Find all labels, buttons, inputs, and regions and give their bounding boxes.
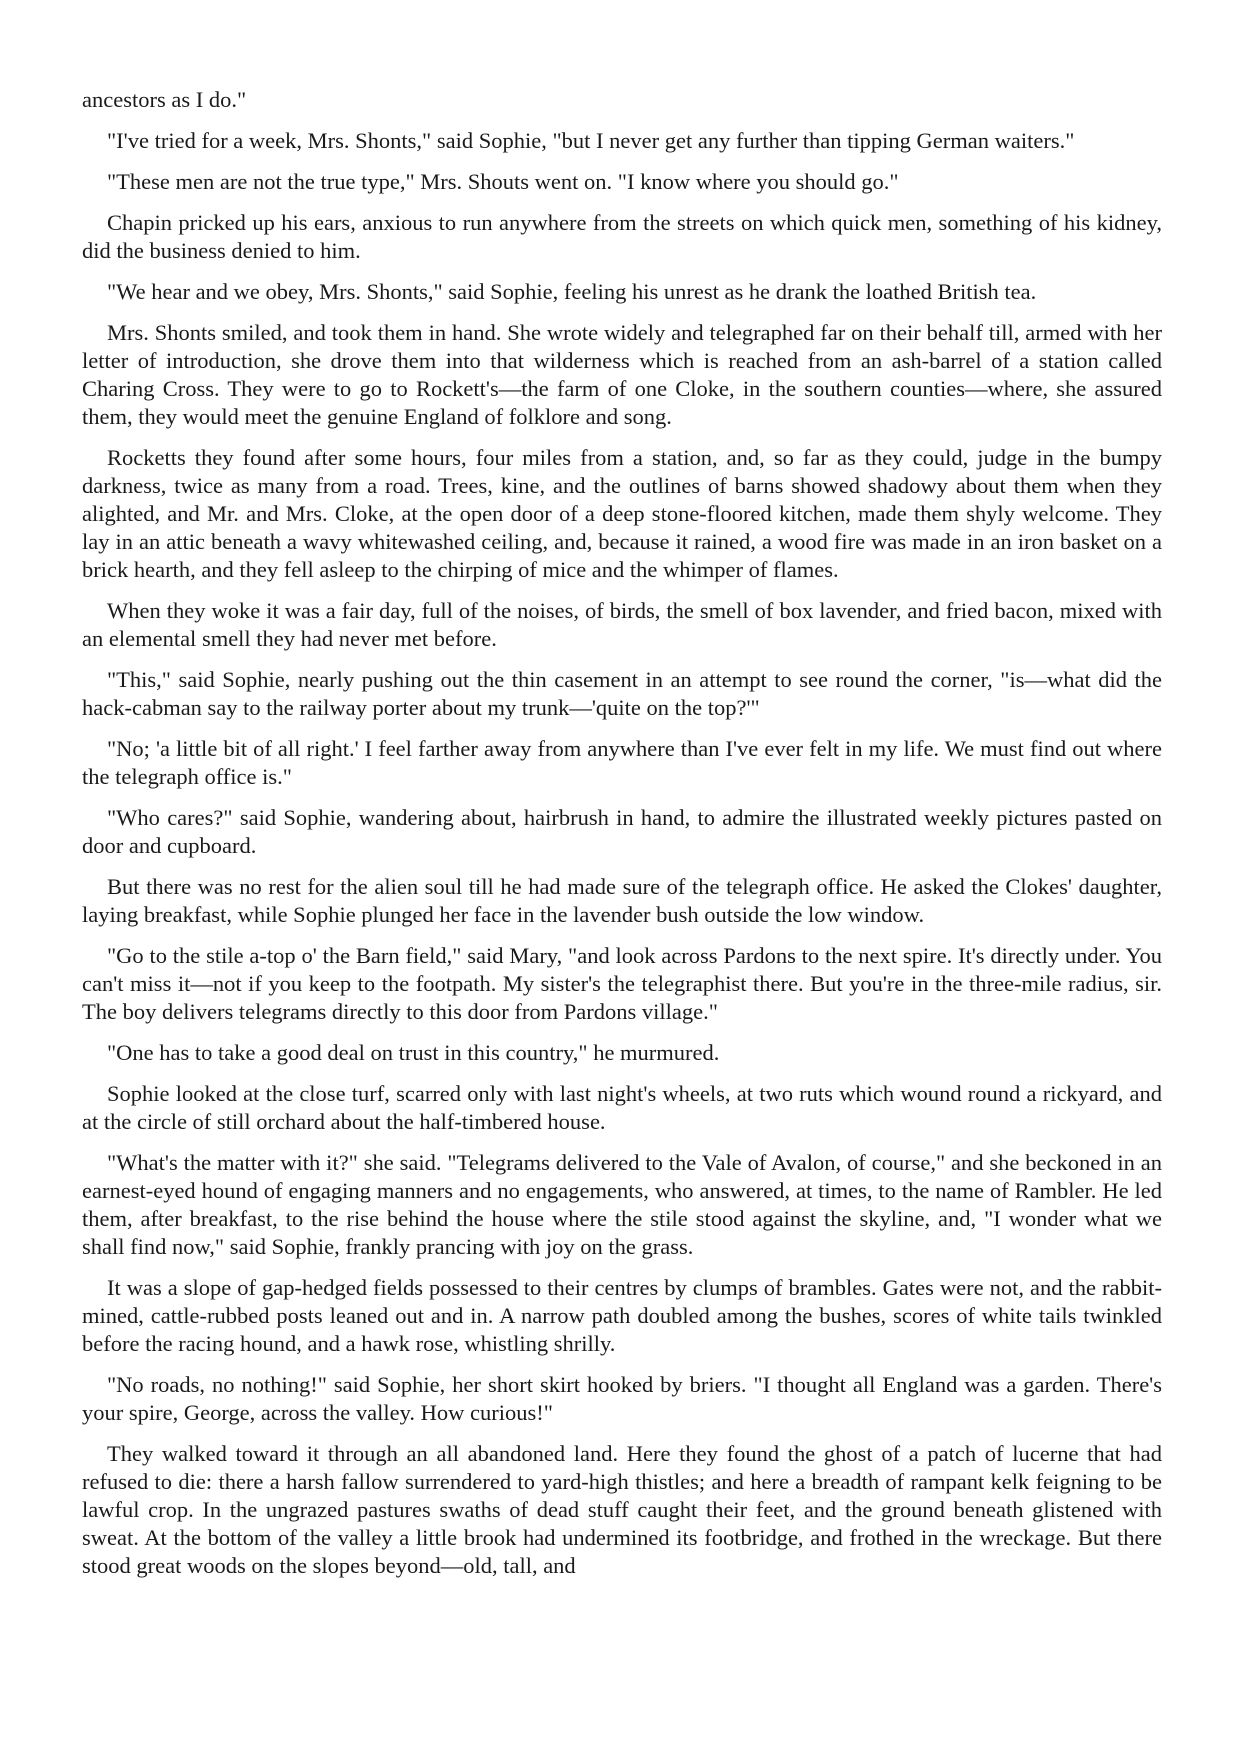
paragraph-8: When they woke it was a fair day, full of the noises, of birds, the smell of box lavender, and fried bacon, mixed with an elemental smell they had never met before. [82,598,1162,651]
paragraph-6: Mrs. Shonts smiled, and took them in hand. She wrote widely and telegraphed far on their behalf till, armed with her letter of introduction, she drove them into that wilderness which is reached from an ash-barrel of a station called Charing Cross. They were to go to Rockett's—the farm of one Cloke, in the southern counties—where, she assured them, they would meet the genuine England of folklore and song. [82,320,1162,429]
paragraph-19: They walked toward it through an all abandoned land. Here they found the ghost of a patch of lucerne that had refused to die: there a harsh fallow surrendered to yard-high thistles; and here a breadth of rampant kelk feigning to be lawful crop. In the ungrazed pastures swaths of dead stuff caught their feet, and the ground beneath glistened with sweat. At the bottom of the valley a little brook had undermined its footbridge, and frothed in the wreckage. But there stood great woods on the slopes beyond—old, tall, and [82,1441,1162,1578]
paragraph-14: "One has to take a good deal on trust in this country," he murmured. [107,1040,720,1065]
paragraph-5: "We hear and we obey, Mrs. Shonts," said Sophie, feeling his unrest as he drank the loathed British tea. [107,279,1037,304]
paragraph-7: Rocketts they found after some hours, four miles from a station, and, so far as they could, judge in the bumpy darkness, twice as many from a road. Trees, kine, and the outlines of barns showed shadowy about them when they alighted, and Mr. and Mrs. Cloke, at the open door of a deep stone-floored kitchen, made them shyly welcome. They lay in an attic beneath a wavy whitewashed ceiling, and, because it rained, a wood fire was made in an iron basket on a brick hearth, and they fell asleep to the chirping of mice and the whimper of flames. [82,445,1162,582]
paragraph-18: "No roads, no nothing!" said Sophie, her short skirt hooked by briers. "I thought all England was a garden. There's your spire, George, across the valley. How curious!" [82,1372,1162,1425]
paragraph-15: Sophie looked at the close turf, scarred only with last night's wheels, at two ruts which wound round a rickyard, and at the circle of still orchard about the half-timbered house. [82,1081,1162,1134]
paragraph-2: "I've tried for a week, Mrs. Shonts," said Sophie, "but I never get any further than tipping German waiters." [107,128,1075,153]
paragraph-9: "This," said Sophie, nearly pushing out the thin casement in an attempt to see round the corner, "is—what did the hack-cabman say to the railway porter about my trunk—'quite on the top?'" [82,667,1162,720]
paragraph-16: "What's the matter with it?" she said. "Telegrams delivered to the Vale of Avalon, of course," and she beckoned in an earnest-eyed hound of engaging manners and no engagements, who answered, at times, to the name of Rambler. He led them, after breakfast, to the rise behind the house where the stile stood against the skyline, and, "I wonder what we shall find now," said Sophie, frankly prancing with joy on the grass. [82,1150,1162,1259]
paragraph-10: "No; 'a little bit of all right.' I feel farther away from anywhere than I've ever felt in my life. We must find out where the telegraph office is." [82,736,1162,789]
paragraph-17: It was a slope of gap-hedged fields possessed to their centres by clumps of brambles. Gates were not, and the rabbit-mined, cattle-rubbed posts leaned out and in. A narrow path doubled among the bushes, scores of white tails twinkled before the racing hound, and a hawk rose, whistling shrilly. [82,1275,1162,1356]
paragraph-13: "Go to the stile a-top o' the Barn field," said Mary, "and look across Pardons to the next spire. It's directly under. You can't miss it—not if you keep to the footpath. My sister's the telegraphist there. But you're in the three-mile radius, sir. The boy delivers telegrams directly to this door from Pardons village." [82,943,1162,1024]
paragraph-3: "These men are not the true type," Mrs. Shouts went on. "I know where you should go." [107,169,899,194]
paragraph-4: Chapin pricked up his ears, anxious to run anywhere from the streets on which quick men, something of his kidney, did the business denied to him. [82,210,1162,263]
book-page [82,86,1162,1593]
paragraph-1: ancestors as I do." [82,87,247,112]
paragraph-11: "Who cares?" said Sophie, wandering about, hairbrush in hand, to admire the illustrated weekly pictures pasted on door and cupboard. [82,805,1162,858]
paragraph-12: But there was no rest for the alien soul till he had made sure of the telegraph office. He asked the Clokes' daughter, laying breakfast, while Sophie plunged her face in the lavender bush outside the low window. [82,874,1162,927]
